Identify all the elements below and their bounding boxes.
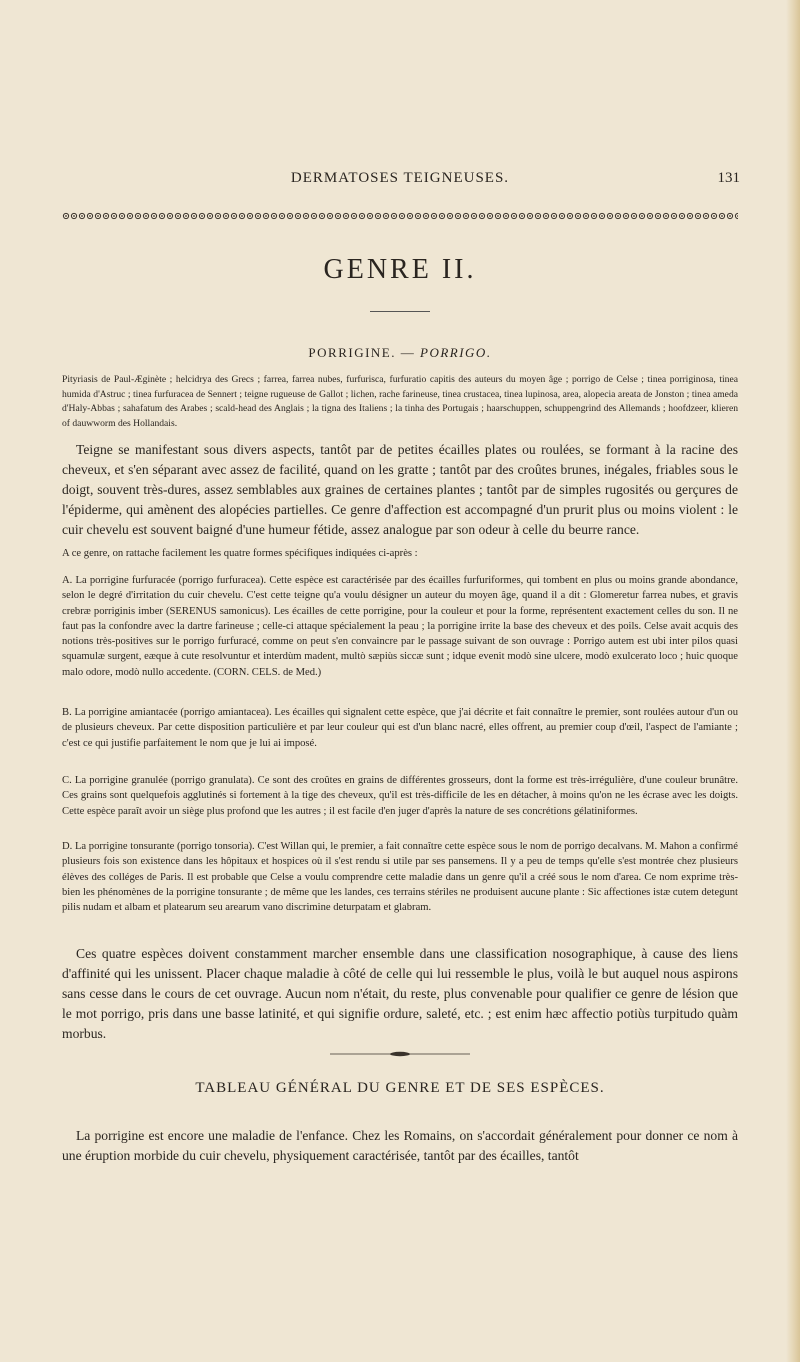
page-edge bbox=[786, 0, 800, 1362]
genre-title: GENRE II. bbox=[323, 254, 477, 285]
closing-section bbox=[62, 944, 738, 1044]
synonyms-paragraph: Pityriasis de Paul-Æginète ; helcidrya des Grecs ; farrea, farrea nubes, furfurisca, furfuratio capitis des auteurs du moyen âge ; porrigo de Celse ; tinea porriginosa, tinea humida d'Astruc ; tinea furfuracea de Sennert ; teigne rugueuse de Gallot ; lichen, rache farineuse, tinea crustacea, tinea lupinosa, area, alopecia areata de Jonston ; tinea ameda d'Haly-Abbas ; sahafatum des Arabes ; scald-head des Anglais ; la tigna des Italiens ; la tinha des Portugais ; haarschuppen, schuppengrind des Allemands ; hoofdzeer, klieren of dauwworm des Hollandais. bbox=[62, 374, 738, 429]
subtitle-latin: PORRIGO. bbox=[420, 345, 492, 360]
species-intro-section bbox=[62, 546, 738, 561]
species-b-section bbox=[62, 705, 738, 751]
ornamental-border bbox=[62, 212, 738, 220]
species-d-paragraph: D. La porrigine tonsurante (porrigo tonsoria). C'est Willan qui, le premier, a fait connaître cette espèce sous le nom de porrigo decalvans. M. Mahon a confirmé plusieurs fois son existence dans les hôpitaux et hospices où il s'est rendu si utile par ses pansemens. Il y a peu de temps qu'elle s'est montrée chez plusieurs élèves des colléges de Paris. Il est probable que Celse a voulu comprendre cette maladie dans un genre qu'il a créé sous le nom d'area. Ce nom exprime très-bien les phénomènes de la porrigine tonsurante ; de même que les landes, ces terrains stériles ne produisent aucune plante : Sic affectiones istæ cutem detegunt pilis nudam et albam et platearum seu arearum vano discrimine deturpatam et glabram. bbox=[62, 841, 738, 914]
intro-section bbox=[62, 440, 738, 540]
intro-paragraph: Teigne se manifestant sous divers aspects, tantôt par de petites écailles plates ou roulées, se formant à la racine des cheveux, et s'en séparant avec assez de facilité, quand on les gratte ; tantôt par des croûtes brunes, inégales, friables sous le doigt, souvent très-dures, assez semblables aux graines de certaines plantes ; tantôt par de simples rugosités ou gerçures de l'épiderme, qui amènent des alopécies partielles. Ce genre d'affection est accompagné d'un prurit plus ou moins violent : le cuir chevelu est souvent baigné d'une humeur fétide, assez analogue par son odeur à celle du beurre rance. bbox=[62, 442, 738, 537]
closing-paragraph: Ces quatre espèces doivent constamment marcher ensemble dans une classification nosographique, à cause des liens d'affinité qui les unissent. Placer chaque maladie à côté de celle qui lui ressemble le plus, voilà le but auquel nous aspirons sans cesse dans le cours de cet ouvrage. Aucun nom n'était, du reste, plus convenable pour qualifier ce genre de lésion que le mot porrigo, pris dans une basse latinité, et qui signifie ordure, saleté, etc. ; est enim hæc affectio potiùs turpitudo quàm morbus. bbox=[62, 946, 738, 1041]
section-divider bbox=[330, 1051, 470, 1057]
genre-subtitle bbox=[0, 345, 800, 361]
table-intro-section bbox=[62, 1126, 738, 1166]
page-number: 131 bbox=[717, 170, 740, 186]
species-a-section bbox=[62, 573, 738, 680]
table-intro-paragraph: La porrigine est encore une maladie de l'enfance. Chez les Romains, on s'accordait généralement pour donner ce nom à une éruption morbide du cuir chevelu, physiquement caractérisée, tantôt par des écailles, tantôt bbox=[62, 1128, 738, 1163]
species-intro: A ce genre, on rattache facilement les quatre formes spécifiques indiquées ci-après : bbox=[62, 548, 418, 559]
species-b-paragraph: B. La porrigine amiantacée (porrigo amiantacea). Les écailles qui signalent cette espèce, que j'ai décrite et fait connaître le premier, sont roulées autour d'un ou de plusieurs cheveux. Par cette disposition particulière et par leur couleur qui est d'un blanc nacré, elles offrent, au premier coup d'œil, l'aspect de l'amiante ; c'est ce qui justifie parfaitement le nom que je lui ai imposé. bbox=[62, 707, 738, 749]
page-header bbox=[60, 170, 740, 190]
subtitle-french: PORRIGINE. — bbox=[308, 345, 416, 360]
running-head: DERMATOSES TEIGNEUSES. bbox=[290, 170, 510, 186]
species-c-section bbox=[62, 773, 738, 819]
species-c-paragraph: C. La porrigine granulée (porrigo granulata). Ce sont des croûtes en grains de différentes grosseurs, dont la forme est très-irrégulière, d'une couleur brunâtre. Ces grains sont quelquefois agglutinés si fortement à la tige des cheveux, qu'il est très-difficile de les en détacher, à moins qu'on ne les écrase avec les doigts. Cette espèce paraît avoir un siège plus profond que les autres ; il est facile d'en juger d'après la nature de ses concrétions gélatiniformes. bbox=[62, 775, 738, 817]
species-d-section bbox=[62, 839, 738, 915]
table-heading: TABLEAU GÉNÉRAL DU GENRE ET DE SES ESPÈCES. bbox=[195, 1080, 605, 1096]
species-a-paragraph: A. La porrigine furfuracée (porrigo furfuracea). Cette espèce est caractérisée par des écailles furfuriformes, qui tombent en plus ou moins grande abondance, selon le degré d'irritation du cuir chevelu. C'est cette teigne qu'a voulu désigner un auteur du moyen âge, quand il a dit : Glomeretur farrea nubes, et gravis crebræ porriginis imber (SERENUS samonicus). Les écailles de cette porrigine, pour la couleur et pour la forme, représentent exactement celles du son. Il ne faut pas la confondre avec la dartre farineuse ; celle-ci attaque spécialement la peau ; la porrigine irrite la base des cheveux et des poils. Celse avait acquis des notions très-positives sur le porrigo furfuracé, comme on peut s'en convaincre par le passage suivant de son ouvrage : Porrigo autem est ubi inter pilos quasi squamulæ surgent, eæque à cute resolvuntur et interdùm madent, multò sæpiùs siccæ sunt ; idque evenit modò sine ulcere, modò exulcerato loco ; huic quoque malo odore, modò nullo accedente. (CORN. CELS. de Med.) bbox=[62, 575, 738, 678]
title-rule bbox=[370, 311, 430, 312]
